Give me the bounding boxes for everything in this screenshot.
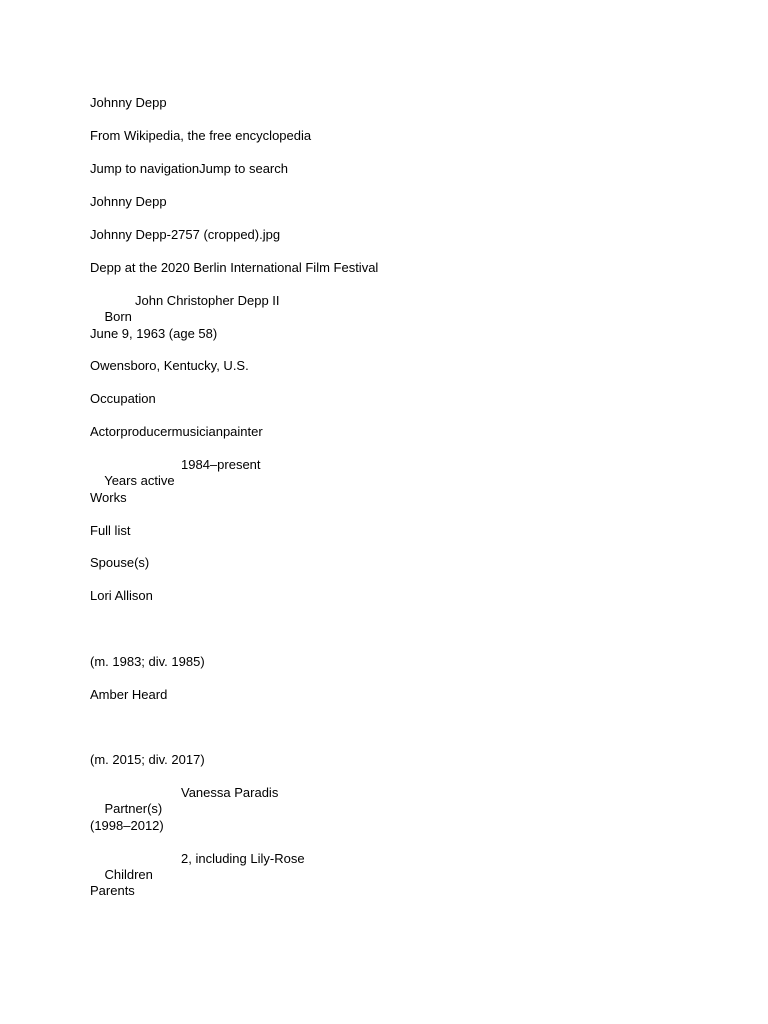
occupation-label: Occupation	[90, 391, 156, 406]
partner-value: Vanessa Paradis	[181, 785, 279, 800]
born-date: June 9, 1963 (age 58)	[90, 326, 218, 341]
spouses-label: Spouse(s)	[90, 555, 150, 570]
born-place: Owensboro, Kentucky, U.S.	[90, 358, 249, 373]
works-full-list: Full list	[90, 523, 131, 538]
years-active-value: 1984–present	[181, 457, 261, 472]
born-label: Born	[104, 309, 132, 324]
article-title: Johnny Depp	[90, 95, 167, 110]
source-line: From Wikipedia, the free encyclopedia	[90, 128, 312, 143]
occupation-value: Actorproducermusicianpainter	[90, 424, 263, 439]
works-label: Works	[90, 490, 127, 505]
partner-row	[90, 785, 279, 849]
spouse-1-name: Lori Allison	[90, 588, 153, 603]
partner-label: Partner(s)	[104, 801, 163, 816]
image-caption: Depp at the 2020 Berlin International Film Festival	[90, 260, 379, 275]
partner-dates: (1998–2012)	[90, 818, 164, 833]
years-active-label: Years active	[104, 473, 175, 488]
years-active-row	[90, 457, 261, 521]
infobox-title: Johnny Depp	[90, 194, 167, 209]
image-filename: Johnny Depp-2757 (cropped).jpg	[90, 227, 281, 242]
children-value: 2, including Lily-Rose	[181, 851, 305, 866]
spouse-2-dates: (m. 2015; div. 2017)	[90, 752, 205, 767]
spouse-2-name: Amber Heard	[90, 687, 168, 702]
born-name: John Christopher Depp II	[135, 293, 280, 308]
children-label: Children	[104, 867, 153, 882]
parents-label: Parents	[90, 883, 135, 898]
jump-links: Jump to navigationJump to search	[90, 161, 288, 176]
spouse-1-dates: (m. 1983; div. 1985)	[90, 654, 205, 669]
